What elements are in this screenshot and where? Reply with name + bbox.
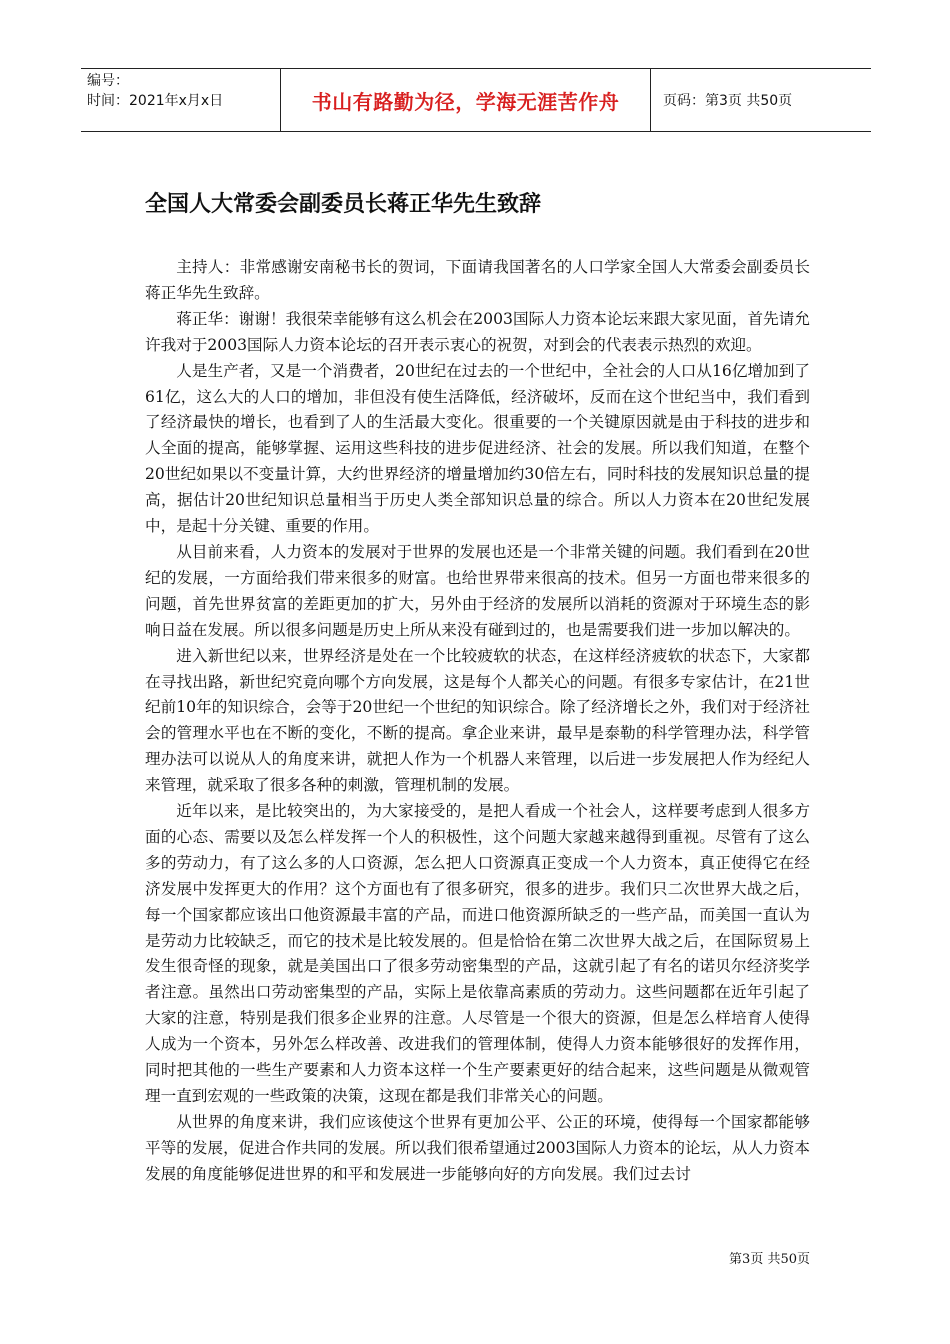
- document-body: [145, 255, 810, 1188]
- time-label: 时间：2021年x月x日: [87, 93, 224, 109]
- paragraph: 近年以来，是比较突出的，为大家接受的，是把人看成一个社会人，这样要考虑到人很多方面的心态、需要以及怎么样发挥一个人的积极性，这个问题大家越来越得到重视。尽管有了这么多的劳动力，有了这么多的人口资源，怎么把人口资源真正变成一个人力资本，真正使得它在经济发展中发挥更大的作用？这个方面也有了很多研究，很多的进步。我们只二次世界大战之后，每一个国家都应该出口他资源最丰富的产品，而进口他资源所缺乏的一些产品，而美国一直认为是劳动力比较缺乏，而它的技术是比较发展的。但是恰恰在第二次世界大战之后，在国际贸易上发生很奇怪的现象，就是美国出口了很多劳动密集型的产品，这就引起了有名的诺贝尔经济奖学者注意。虽然出口劳动密集型的产品，实际上是依靠高素质的劳动力。这些问题都在近年引起了大家的注意，特别是我们很多企业界的注意。人尽管是一个很大的资源，但是怎么样培育人使得人成为一个资本，另外怎么样改善、改进我们的管理体制，使得人力资本能够很好的发挥作用，同时把其他的一些生产要素和人力资本这样一个生产要素更好的结合起来，这些问题是从微观管理一直到宏观的一些政策的决策，这现在都是我们非常关心的问题。: [145, 802, 810, 1105]
- header-meta: [81, 69, 281, 131]
- paragraph: 人是生产者，又是一个消费者，20世纪在过去的一个世纪中，全社会的人口从16亿增加到了61亿，这么大的人口的增加，非但没有使生活降低，经济破坏，反而在这个世纪当中，我们看到了经济最快的增长，也看到了人的生活最大变化。很重要的一个关键原因就是由于科技的进步和人全面的提高，能够掌握、运用这些科技的进步促进经济、社会的发展。所以我们知道，在整个20世纪如果以不变量计算，大约世界经济的增量增加约30倍左右，同时科技的发展知识总量的提高，据估计20世纪知识总量相当于历史人类全部知识总量的综合。所以人力资本在20世纪发展中，是起十分关键、重要的作用。: [145, 361, 810, 536]
- number-label: 编号：: [87, 73, 129, 89]
- paragraph: 主持人：非常感谢安南秘书长的贺词，下面请我国著名的人口学家全国人大常委会副委员长蒋正华先生致辞。: [145, 258, 810, 302]
- document-title: 全国人大常委会副委员长蒋正华先生致辞: [145, 192, 542, 217]
- header-motto: 书山有路勤为径，学海无涯苦作舟: [281, 69, 651, 131]
- page-footer: 第3页 共50页: [729, 1252, 810, 1267]
- paragraph: 蒋正华：谢谢！我很荣幸能够有这么机会在2003国际人力资本论坛来跟大家见面，首先请允许我对于2003国际人力资本论坛的召开表示衷心的祝贺，对到会的代表表示热烈的欢迎。: [145, 309, 810, 354]
- paragraph: 从世界的角度来讲，我们应该使这个世界有更加公平、公正的环境，使得每一个国家都能够平等的发展，促进合作共同的发展。所以我们很希望通过2003国际人力资本的论坛，从人力资本发展的角度能够促进世界的和平和发展进一步能够向好的方向发展。我们过去讨: [145, 1112, 810, 1183]
- paragraph: 进入新世纪以来，世界经济是处在一个比较疲软的状态，在这样经济疲软的状态下，大家都在寻找出路，新世纪究竟向哪个方向发展，这是每个人都关心的问题。有很多专家估计，在21世纪前10年的知识综合，会等于20世纪一个世纪的知识综合。除了经济增长之外，我们对于经济社会的管理水平也在不断的变化，不断的提高。拿企业来讲，最早是泰勒的科学管理办法，科学管理办法可以说从人的角度来讲，就把人作为一个机器人来管理，以后进一步发展把人作为经纪人来管理，就采取了很多各种的刺激，管理机制的发展。: [145, 646, 810, 795]
- page-header: [81, 68, 871, 132]
- header-page-info: 页码：第3页 共50页: [663, 93, 793, 109]
- paragraph: 从目前来看，人力资本的发展对于世界的发展也还是一个非常关键的问题。我们看到在20世纪的发展，一方面给我们带来很多的财富。也给世界带来很高的技术。但另一方面也带来很多的问题，首先世界贫富的差距更加的扩大，另外由于经济的发展所以消耗的资源对于环境生态的影响日益在发展。所以很多问题是历史上所从来没有碰到过的，也是需要我们进一步加以解决的。: [145, 542, 810, 639]
